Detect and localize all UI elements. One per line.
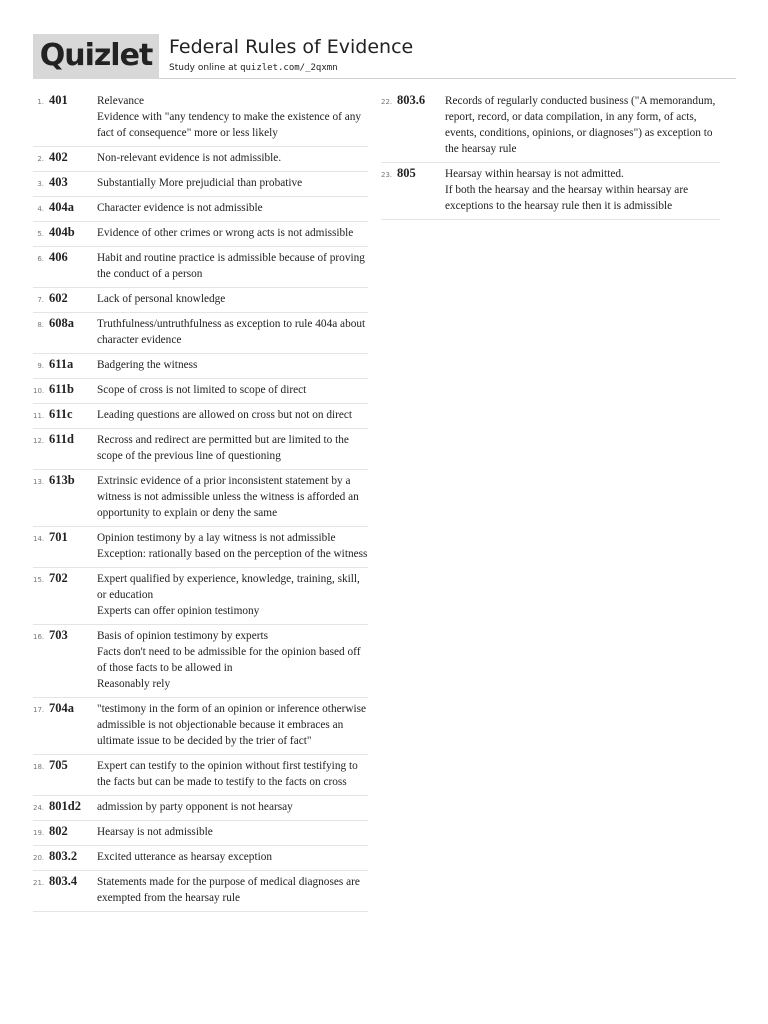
entry-definition: Expert can testify to the opinion without first testifying to the facts but can be made to testify to the facts on cross: [97, 760, 358, 788]
entry-term: 803.6: [397, 93, 426, 107]
entry-term: 602: [49, 291, 68, 305]
entry-term: 613b: [49, 473, 75, 487]
entry-definition: Records of regularly conducted business ("A memorandum, report, record, or data compilation, in any form, of acts, events, conditions, opinions, or diagnoses") as exception to the hearsay rule: [445, 95, 716, 155]
term-entry: [33, 871, 368, 912]
entry-definition: Evidence of other crimes or wrong acts is not admissible: [97, 227, 354, 239]
entry-number: 13.: [33, 478, 45, 486]
entry-number: 6.: [37, 255, 44, 263]
entry-term: 701: [49, 530, 68, 544]
entry-term: 611b: [49, 382, 75, 396]
entry-term: 608a: [49, 316, 74, 330]
term-entry: [33, 222, 368, 247]
entry-definition: Habit and routine practice is admissible because of proving the conduct of a person: [97, 252, 365, 280]
entry-term: 703: [49, 628, 68, 642]
entry-term: 702: [49, 571, 68, 585]
entry-number: 10.: [33, 387, 45, 395]
term-entry: [33, 354, 368, 379]
entry-number: 8.: [37, 321, 44, 329]
entry-number: 4.: [37, 205, 44, 213]
entry-number: 2.: [37, 155, 44, 163]
term-entry: [33, 846, 368, 871]
page-subtitle: [169, 63, 338, 73]
entry-term: 403: [49, 175, 68, 189]
term-entry: [33, 796, 368, 821]
entry-number: 20.: [33, 854, 45, 862]
term-entry: [33, 527, 368, 568]
logo-text: Quizlet: [39, 38, 153, 73]
entry-definition: Basis of opinion testimony by experts Facts don't need to be admissible for the opinion based off of those facts to be allowed in Reasonably rely: [97, 630, 361, 690]
entry-term: 805: [397, 166, 416, 180]
entry-number: 11.: [33, 412, 45, 420]
entry-number: 15.: [33, 576, 45, 584]
entry-definition: Opinion testimony by a lay witness is not admissible Exception: rationally based on the perception of the witness: [97, 532, 368, 560]
term-entry: [33, 379, 368, 404]
entry-term: 802: [49, 824, 68, 838]
entry-number: 14.: [33, 535, 45, 543]
entry-number: 7.: [37, 296, 44, 304]
study-url: quizlet.com/_2qxmn: [240, 63, 338, 73]
entry-definition: Leading questions are allowed on cross but not on direct: [97, 409, 353, 421]
entry-definition: Excited utterance as hearsay exception: [97, 851, 273, 863]
entry-number: 1.: [37, 98, 44, 106]
entry-definition: admission by party opponent is not hearsay: [97, 801, 293, 813]
term-entry: [381, 163, 720, 220]
term-entry: [33, 313, 368, 354]
right-column: [381, 90, 720, 220]
entry-definition: Character evidence is not admissible: [97, 202, 263, 214]
term-entry: [33, 568, 368, 625]
entry-definition: Non-relevant evidence is not admissible.: [97, 152, 282, 164]
entry-term: 402: [49, 150, 68, 164]
entry-definition: Truthfulness/untruthfulness as exception to rule 404a about character evidence: [97, 318, 366, 346]
entry-term: 801d2: [49, 799, 81, 813]
term-entry: [33, 821, 368, 846]
entry-number: 22.: [381, 98, 393, 106]
subtitle-prefix: Study online at: [169, 63, 241, 73]
entry-term: 404b: [49, 225, 75, 239]
entry-number: 3.: [37, 180, 44, 188]
entry-definition: "testimony in the form of an opinion or inference otherwise admissible is not objectionable because it embraces an ultimate issue to be decided by the trier of fact": [97, 703, 367, 747]
term-entry: [33, 197, 368, 222]
entry-term: 611c: [49, 407, 73, 421]
entry-term: 401: [49, 93, 68, 107]
term-entry: [33, 288, 368, 313]
page-header: [33, 34, 736, 80]
entry-term: 705: [49, 758, 68, 772]
entry-term: 803.4: [49, 874, 78, 888]
term-entry: [33, 625, 368, 698]
entry-number: 17.: [33, 706, 45, 714]
entry-definition: Lack of personal knowledge: [97, 293, 226, 305]
entry-term: 611d: [49, 432, 75, 446]
term-entry: [33, 470, 368, 527]
entry-definition: Relevance Evidence with "any tendency to make the existence of any fact of consequence" more or less likely: [97, 95, 362, 139]
entry-definition: Extrinsic evidence of a prior inconsistent statement by a witness is not admissible unless the witness is afforded an opportunity to explain or deny the same: [97, 475, 359, 519]
entry-number: 12.: [33, 437, 45, 445]
entry-definition: Statements made for the purpose of medical diagnoses are exempted from the hearsay rule: [97, 876, 360, 904]
entry-term: 803.2: [49, 849, 78, 863]
term-entry: [33, 429, 368, 470]
entry-term: 704a: [49, 701, 74, 715]
entry-definition: Recross and redirect are permitted but are limited to the scope of the previous line of questioning: [97, 434, 349, 462]
quizlet-logo: [33, 34, 159, 79]
entry-term: 406: [49, 250, 68, 264]
left-column: [33, 90, 368, 912]
entry-number: 21.: [33, 879, 45, 887]
term-entry: [33, 172, 368, 197]
term-entry: [33, 90, 368, 147]
entry-number: 5.: [37, 230, 44, 238]
entry-number: 19.: [33, 829, 45, 837]
entry-number: 16.: [33, 633, 45, 641]
entry-number: 18.: [33, 763, 45, 771]
entry-definition: Hearsay within hearsay is not admitted. If both the hearsay and the hearsay within hearsay are exceptions to the hearsay rule then it is admissible: [445, 168, 689, 212]
page-title: Federal Rules of Evidence: [169, 36, 414, 58]
entry-term: 611a: [49, 357, 74, 371]
entry-definition: Substantially More prejudicial than probative: [97, 177, 303, 189]
entry-definition: Hearsay is not admissible: [97, 826, 213, 838]
term-entry: [33, 147, 368, 172]
term-entry: [381, 90, 720, 163]
entry-definition: Expert qualified by experience, knowledge, training, skill, or education Experts can offer opinion testimony: [97, 573, 360, 617]
term-entry: [33, 247, 368, 288]
term-entry: [33, 698, 368, 755]
entry-definition: Scope of cross is not limited to scope of direct: [97, 384, 307, 396]
entry-number: 24.: [33, 804, 45, 812]
term-entry: [33, 404, 368, 429]
entry-number: 9.: [37, 362, 44, 370]
entry-definition: Badgering the witness: [97, 359, 198, 371]
header-divider: [159, 78, 736, 79]
entry-term: 404a: [49, 200, 74, 214]
term-entry: [33, 755, 368, 796]
entry-number: 23.: [381, 171, 393, 179]
